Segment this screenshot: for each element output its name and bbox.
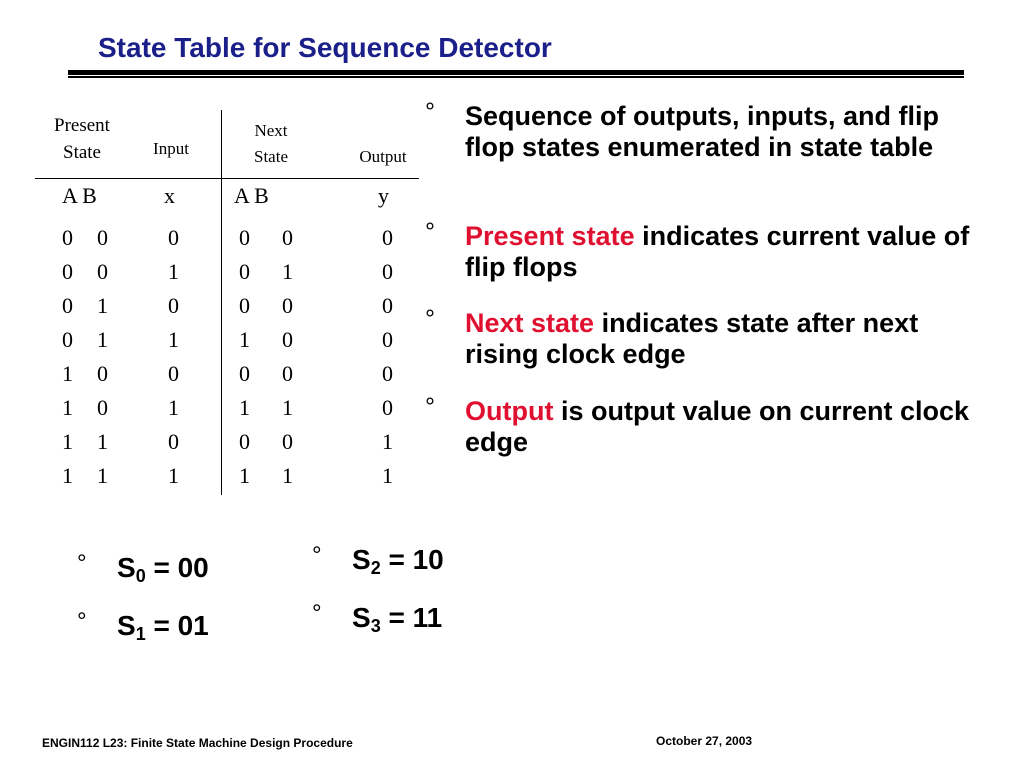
table-cell-y: 0 [382,327,393,352]
state-name: S [117,610,136,641]
subheader-next: A B [234,183,269,208]
table-cell-nb: 1 [282,259,293,284]
table-cell-b: 1 [97,463,108,488]
state-assignment [77,550,209,587]
bullet-text: indicates state after next rising clock edge [465,308,919,369]
table-cell-x: 0 [168,293,179,318]
state-value: = 00 [145,552,209,583]
bullet-item [425,218,975,283]
table-cell-nb: 1 [282,395,293,420]
table-cell-x: 1 [168,395,179,420]
table-cell-na: 1 [239,395,250,420]
table-cell-y: 1 [382,463,393,488]
input-header: Input [153,139,189,158]
bullet-item [425,393,975,458]
table-cell-na: 0 [239,259,250,284]
state-subscript: 1 [135,624,146,644]
table-cell-na: 1 [239,327,250,352]
bullet-text: indicates current value of flip flops [465,221,970,282]
table-cell-x: 0 [168,225,179,250]
table-cell-b: 0 [97,361,108,386]
state-name: S [352,602,371,633]
next-state-header-line1: Next [254,121,288,140]
next-state-header [240,118,302,170]
table-cell-x: 1 [168,327,179,352]
table-cell-nb: 1 [282,463,293,488]
state-subscript: 0 [135,566,146,586]
table-cell-nb: 0 [282,327,293,352]
title-divider [68,70,964,78]
state-assignment [312,600,443,637]
bullet-marker: ° [312,542,322,569]
state-assignment [77,608,209,645]
table-cell-na: 0 [239,293,250,318]
state-value: = 10 [380,544,444,575]
bullet-item [425,98,975,163]
state-subscript: 2 [370,558,381,578]
bullet-marker: ° [425,218,435,246]
present-state-header-line2: State [63,142,101,163]
subheader-output: y [378,183,389,208]
present-state-header [38,112,126,166]
state-name: S [117,552,136,583]
table-header-rule [35,178,419,179]
bullet-marker: ° [425,305,435,333]
output-header: Output [359,147,407,166]
bullet-text: is output value on current clock edge [465,396,970,457]
bullet-text: Sequence of outputs, inputs, and flip flop states enumerated in state table [465,101,939,162]
table-cell-a: 1 [62,361,73,386]
bullet-highlight: Present state [465,221,635,251]
table-cell-b: 0 [97,225,108,250]
table-cell-x: 1 [168,463,179,488]
bullet-highlight: Next state [465,308,595,338]
table-column-divider [221,110,222,495]
table-cell-b: 1 [97,293,108,318]
table-cell-na: 1 [239,463,250,488]
state-name: S [352,544,371,575]
table-cell-na: 0 [239,225,250,250]
table-cell-na: 0 [239,361,250,386]
table-cell-y: 0 [382,259,393,284]
table-cell-a: 1 [62,395,73,420]
state-assignment [312,542,444,579]
state-subscript: 3 [370,616,381,636]
subheader-present: A B [62,183,97,208]
bullet-item [425,305,975,370]
table-cell-nb: 0 [282,361,293,386]
table-cell-b: 0 [97,259,108,284]
state-value: = 11 [380,602,443,633]
table-cell-a: 0 [62,327,73,352]
bullet-highlight: Output [465,396,554,426]
table-cell-a: 1 [62,429,73,454]
table-cell-y: 1 [382,429,393,454]
table-cell-a: 0 [62,225,73,250]
table-cell-y: 0 [382,225,393,250]
table-cell-x: 1 [168,259,179,284]
next-state-header-line2: State [254,147,288,166]
bullet-marker: ° [77,550,87,577]
table-cell-a: 0 [62,293,73,318]
bullet-marker: ° [312,600,322,627]
table-cell-a: 1 [62,463,73,488]
table-cell-nb: 0 [282,225,293,250]
footer-course: ENGIN112 L23: Finite State Machine Design Procedure [42,736,353,750]
bullet-marker: ° [77,608,87,635]
table-cell-x: 0 [168,429,179,454]
table-cell-b: 1 [97,429,108,454]
table-cell-b: 1 [97,327,108,352]
table-cell-nb: 0 [282,293,293,318]
table-cell-b: 0 [97,395,108,420]
table-cell-na: 0 [239,429,250,454]
bullet-marker: ° [425,393,435,421]
present-state-header-line1: Present [54,115,110,136]
table-cell-y: 0 [382,293,393,318]
bullet-marker: ° [425,98,435,126]
state-value: = 01 [145,610,209,641]
table-cell-y: 0 [382,395,393,420]
table-cell-y: 0 [382,361,393,386]
subheader-input: x [164,183,175,208]
table-cell-a: 0 [62,259,73,284]
footer-date: October 27, 2003 [656,734,753,748]
table-cell-nb: 0 [282,429,293,454]
table-cell-x: 0 [168,361,179,386]
slide-title: State Table for Sequence Detector [98,32,552,63]
